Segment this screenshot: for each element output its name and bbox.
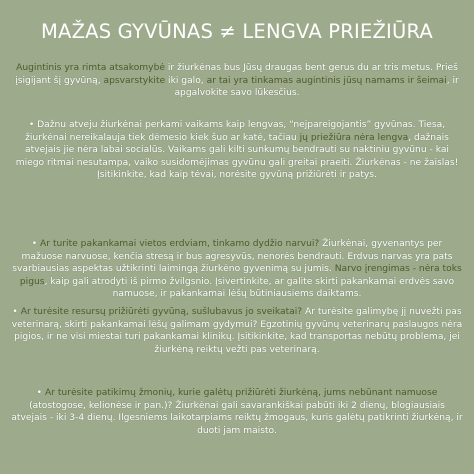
intro-paragraph [10, 62, 464, 100]
body-text: (atostogose, kelionėse ir pan.)? Žiurkėnai gali savarankiškai pabūti iki 2 dienų, blogiausiais atvejais - iki 3-4 dienų. Ilgesniems laikotarpiams reiktų žmogaus, kuris galėtų patikrinti žiurkėną, ir duoti jam maisto. [11, 400, 463, 436]
body-text: Ar turėsite galimybę jį nuvežti pas veterinarą, skirti pakankamai lėšų galimam gydymui? Egzotinių gyvūnų veterinarų paslaugos nėra pigios, ir ne visi miestai turi pakankamai klinikų. Įsitikinkite, kad transportas nebūtų problema, jei žiurkėną reiktų vežti pas veterinarą. [11, 307, 463, 355]
body-text: , ir apgalvokite savo lūkesčius. [174, 75, 459, 99]
bullet-health-paragraph [10, 306, 464, 356]
body-text: • Dažnu atveju žiurkėnai perkami vaikams kaip lengvas, “nejpareigojantis” gyvūnas. Tiesa, žiurkėnai nereikalauja tiek dėmesio kiek šuo ar katė, tačiau [25, 120, 446, 143]
body-text: iki galo, [165, 75, 207, 86]
highlight-text: apsvarstykite [103, 75, 166, 86]
body-text: ir žiurkėnas bus Jūsų draugas bent gerus du ar tris metus. Prieš įsigijant šį gyvūną, [15, 63, 458, 86]
highlight-text: Augintinis yra rimta atsakomybė [16, 63, 165, 73]
bullet-text: • [36, 388, 45, 398]
bullet-care-paragraph [10, 387, 464, 437]
highlight-text: Narvo įrengimas - nėra toks pigus [19, 264, 462, 287]
body-text: , kaip gali atrodyti iš pirmo žvilgsnio. Įsivertinkite, ar galite skirti pakankamai erdvės savo namuose, ir pakankamai lėšų būtiniausiems daiktams. [44, 276, 455, 300]
highlight-text: Ar turite pakankamai vietos erdviam, tinkamo dydžio narvui? [40, 239, 320, 249]
highlight-text: ar tai yra tinkamas augintinis jūsų namams ir šeimai [206, 75, 447, 86]
bullet-children-paragraph [10, 119, 464, 182]
bullet-cage-paragraph [10, 238, 464, 301]
page-title: MAŽAS GYVŪNAS ≠ LENGVA PRIEŽIŪRA [41, 20, 433, 43]
highlight-text: jų priežiūra nėra lengva [299, 132, 409, 143]
body-text: , dažnais atvejais jie nėra labai socialūs. Vaikams gali kilti sunkumų bendrauti su naktiniu gyvūnu - kai miego ritmai nesutampa, vaiko susidomėjimas gyvūnu gali greitai praeiti. Žiurkėnas - ne žaislas! Įsitikinkite, kad kaip tėvai, norėsite gyvūną prižiūrėti ir patys. [15, 132, 459, 181]
highlight-text: Ar turėsite resursų prižiūrėti gyvūną, sušlubavus jo sveikatai? [20, 307, 303, 317]
bullet-text: • [12, 307, 21, 317]
highlight-text: Ar turėsite patikimų žmonių, kurie galėtų prižiūrėti žiurkėną, jums nebūnant namuose [44, 388, 438, 398]
bullet-text: • [31, 239, 41, 249]
body-text: Žiurkėnai, gyvenantys per mažuose narvuose, kenčia stresą ir bus agresyvūs, nenorės bendrauti. Erdvus narvas yra pats svarbiausias aspektas užtikrinti laimingą žiurkėno gyvenimą su jumis. [12, 239, 453, 275]
